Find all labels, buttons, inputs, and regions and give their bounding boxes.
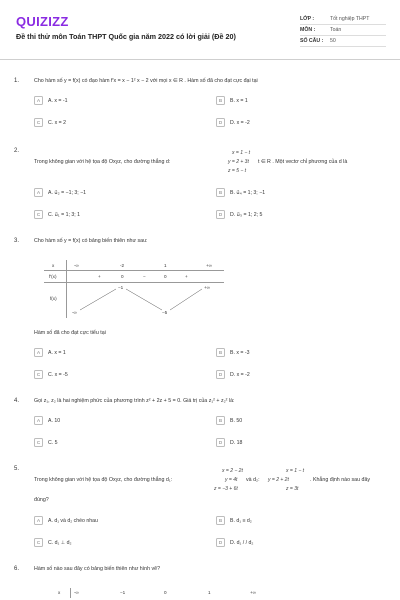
option-a[interactable]	[34, 348, 66, 357]
option-text: D. u⃗₃ = 1; 2; 5	[230, 211, 263, 218]
question-text: Gọi z₁, z₂ là hai nghiệm phức của phương trình z² + 2z + 5 = 0. Giá trị của z₁² + z₂² là:	[34, 398, 235, 404]
quizizz-logo: QUIZIZZ	[16, 14, 69, 29]
option-letter: B	[216, 188, 225, 197]
option-d[interactable]	[216, 538, 253, 547]
x-value: +∞	[206, 263, 212, 268]
option-a[interactable]	[34, 188, 86, 197]
question-number: 2.	[14, 148, 20, 154]
system2-line: x = 1 − t	[286, 468, 305, 474]
fprime-sign: 0	[121, 274, 124, 279]
system2-line: z = 3t	[286, 486, 299, 492]
option-b[interactable]	[216, 188, 265, 197]
option-b[interactable]	[216, 416, 242, 425]
system-line: z = 5 − t	[228, 168, 247, 174]
f-value-min: −5	[162, 310, 168, 315]
meta-value: Tốt nghiệp THPT	[330, 16, 370, 22]
option-text: B. u⃗₄ = 1; 3; −1	[230, 189, 266, 196]
option-text: C. x = -5	[48, 371, 68, 378]
option-a[interactable]	[34, 516, 98, 525]
option-a[interactable]	[34, 416, 60, 425]
row-label-x: x	[52, 263, 55, 268]
option-letter: C	[34, 210, 43, 219]
option-letter: B	[216, 416, 225, 425]
meta-label: LỚP :	[300, 16, 315, 22]
question-number: 6.	[14, 566, 20, 572]
x-value: 1	[164, 263, 167, 268]
question-number: 1.	[14, 78, 20, 84]
option-letter: C	[34, 370, 43, 379]
question-text-line2: đúng?	[34, 497, 49, 503]
f-value-max: −1	[118, 285, 124, 290]
row-label-f: f(x)	[50, 296, 57, 301]
option-letter: D	[216, 370, 225, 379]
option-text: A. x = 1	[48, 349, 66, 356]
table-rule	[70, 588, 71, 598]
system-line: x = 1 − t	[232, 150, 251, 156]
option-letter: B	[216, 96, 225, 105]
option-letter: A	[34, 416, 43, 425]
option-b[interactable]	[216, 516, 252, 525]
option-text: C. 5	[48, 439, 58, 446]
question-number: 4.	[14, 398, 20, 404]
question-subtext: Hàm số đã cho đạt cực tiểu tại	[34, 330, 106, 336]
meta-row-subject	[300, 25, 386, 36]
x-value: -∞	[74, 590, 79, 595]
option-text: C. d₁ ⊥ d₂	[48, 539, 72, 546]
f-value-end: +∞	[204, 285, 210, 290]
arrow-up	[80, 289, 116, 310]
option-text: C. u⃗₁ = 1; 3; 1	[48, 211, 80, 218]
f-value-start: -∞	[72, 310, 77, 315]
option-text: D. 18	[230, 439, 243, 446]
option-letter: D	[216, 438, 225, 447]
option-text: B. x = -3	[230, 349, 250, 356]
option-a[interactable]	[34, 96, 67, 105]
fprime-sign: +	[185, 274, 188, 279]
option-text: C. x = 2	[48, 119, 67, 126]
option-text: A. 10	[48, 417, 61, 424]
option-d[interactable]	[216, 438, 242, 447]
question-text-mid: và d₂:	[246, 477, 260, 483]
option-text: D. x = -2	[230, 119, 250, 126]
variation-table	[44, 260, 224, 318]
option-text: D. x = -2	[230, 371, 250, 378]
option-c[interactable]	[34, 538, 72, 547]
meta-value: 50	[330, 38, 336, 44]
question-number: 3.	[14, 238, 20, 244]
fprime-sign: 0	[164, 274, 167, 279]
option-b[interactable]	[216, 96, 248, 105]
option-letter: C	[34, 538, 43, 547]
system1-line: z = −3 + 6t	[214, 486, 238, 492]
option-text: B. 50	[230, 417, 243, 424]
option-text: B. d₁ ≡ d₂	[230, 517, 252, 524]
meta-panel	[300, 14, 386, 47]
option-c[interactable]	[34, 370, 68, 379]
row-label-x: x	[58, 590, 61, 595]
system1-line: x = 2 − 2t	[222, 468, 243, 474]
option-letter: C	[34, 118, 43, 127]
option-c[interactable]	[34, 438, 58, 447]
question-text: Cho hàm số y = f(x) có đạo hàm f′x = x − 1² x − 2 với mọi x ∈ R . Hàm số đã cho đạt cực đại tại	[34, 78, 258, 84]
x-value: 0	[164, 590, 167, 595]
question-text: Hàm số nào sau đây có bảng biến thiên như hình vẽ?	[34, 566, 161, 572]
option-d[interactable]	[216, 118, 250, 127]
option-text: A. x = -1	[48, 97, 68, 104]
option-b[interactable]	[216, 348, 249, 357]
header-divider	[0, 59, 400, 60]
meta-row-class	[300, 14, 386, 25]
fprime-sign: −	[143, 274, 146, 279]
question-text-after: t ∈ R . Một vectơ chỉ phương của d là	[258, 159, 348, 165]
meta-label: SỐ CÂU :	[300, 38, 324, 44]
system1-line: y = 4t	[225, 477, 238, 483]
option-letter: C	[34, 438, 43, 447]
x-value: 1	[208, 590, 211, 595]
x-value: +∞	[250, 590, 256, 595]
option-text: B. x = 1	[230, 97, 248, 104]
option-letter: A	[34, 96, 43, 105]
option-letter: B	[216, 348, 225, 357]
option-d[interactable]	[216, 370, 250, 379]
option-c[interactable]	[34, 210, 80, 219]
option-letter: A	[34, 516, 43, 525]
meta-label: MÔN :	[300, 27, 316, 33]
meta-value: Toán	[330, 27, 342, 33]
arrow-down	[126, 289, 162, 310]
variation-table	[44, 590, 274, 600]
question-text: Trong không gian với hệ tọa độ Oxyz, cho đường thẳng d₁:	[34, 477, 173, 483]
option-c[interactable]	[34, 118, 66, 127]
option-letter: D	[216, 118, 225, 127]
arrow-up	[170, 289, 202, 310]
option-letter: A	[34, 348, 43, 357]
option-text: A. u⃗₂ = −1; 3; −1	[48, 189, 87, 196]
x-value: -2	[120, 263, 125, 268]
row-label-fprime: f′(x)	[49, 274, 57, 279]
x-value: -∞	[74, 263, 79, 268]
page-title: Đề thi thử môn Toán THPT Quốc gia năm 2022 có lời giải (Đề 20)	[16, 32, 236, 41]
x-value: −1	[120, 590, 126, 595]
option-text: D. d₁ / / d₂	[230, 539, 254, 546]
variation-arrows	[44, 260, 224, 318]
question-text: Trong không gian với hệ tọa độ Oxyz, cho đường thẳng d:	[34, 159, 171, 165]
question-text-after: . Khẳng định nào sau đây	[310, 477, 371, 483]
option-letter: B	[216, 516, 225, 525]
system-line: y = 2 + 3t	[228, 159, 249, 165]
question-text: Cho hàm số y = f(x) có bảng biến thiên như sau:	[34, 238, 148, 244]
option-letter: D	[216, 538, 225, 547]
question-number: 5.	[14, 466, 20, 472]
option-letter: D	[216, 210, 225, 219]
meta-row-count	[300, 36, 386, 47]
system2-line: y = 2 + 2t	[268, 477, 289, 483]
fprime-sign: +	[98, 274, 101, 279]
option-text: A. d₁ và d₂ chéo nhau	[48, 517, 98, 524]
option-letter: A	[34, 188, 43, 197]
option-d[interactable]	[216, 210, 262, 219]
